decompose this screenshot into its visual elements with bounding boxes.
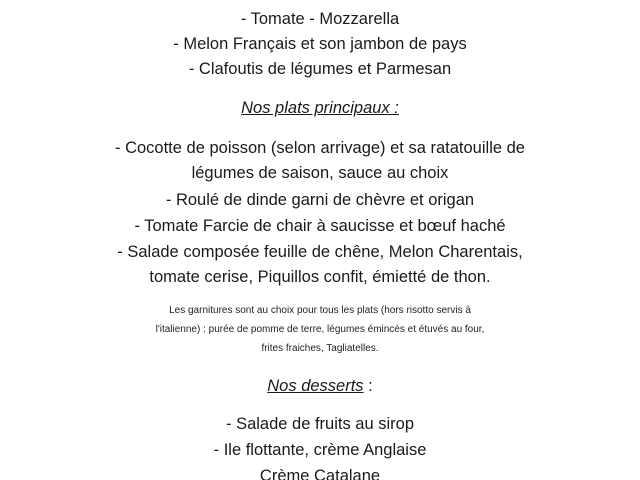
desserts-heading-colon: : bbox=[363, 377, 373, 395]
mains-heading bbox=[0, 98, 640, 118]
dessert-item: - Ile flottante, crème Anglaise bbox=[213, 441, 427, 459]
desserts-heading-text: Nos desserts bbox=[267, 377, 364, 395]
main-item: - Tomate Farcie de chair à saucisse et bœuf haché bbox=[134, 217, 506, 235]
garnish-note-line: frites fraiches, Tagliatelles. bbox=[261, 343, 379, 354]
dessert-item: - Salade de fruits au sirop bbox=[225, 415, 415, 433]
main-item-continuation: tomate cerise, Piquillos confit, émietté de thon. bbox=[149, 268, 491, 286]
main-item: - Roulé de dinde garni de chèvre et origan bbox=[165, 191, 475, 209]
main-item: - Salade composée feuille de chêne, Melon Charentais, bbox=[117, 243, 523, 261]
garnish-note-line: Les garnitures sont au choix pour tous les plats (hors risotto servis à bbox=[169, 305, 471, 316]
mains-heading-text: Nos plats principaux : bbox=[241, 99, 399, 117]
starter-item: - Melon Français et son jambon de pays bbox=[173, 35, 467, 53]
desserts-heading bbox=[0, 376, 640, 396]
starter-item: - Tomate - Mozzarella bbox=[240, 10, 400, 28]
main-item-continuation: légumes de saison, sauce au choix bbox=[191, 164, 449, 182]
dessert-item: Crème Catalane bbox=[259, 467, 381, 480]
starter-item: - Clafoutis de légumes et Parmesan bbox=[188, 60, 452, 78]
main-item: - Cocotte de poisson (selon arrivage) et sa ratatouille de bbox=[115, 139, 525, 157]
garnish-note-line: l'italienne) : purée de pomme de terre, légumes émincés et étuvés au four, bbox=[155, 324, 485, 335]
